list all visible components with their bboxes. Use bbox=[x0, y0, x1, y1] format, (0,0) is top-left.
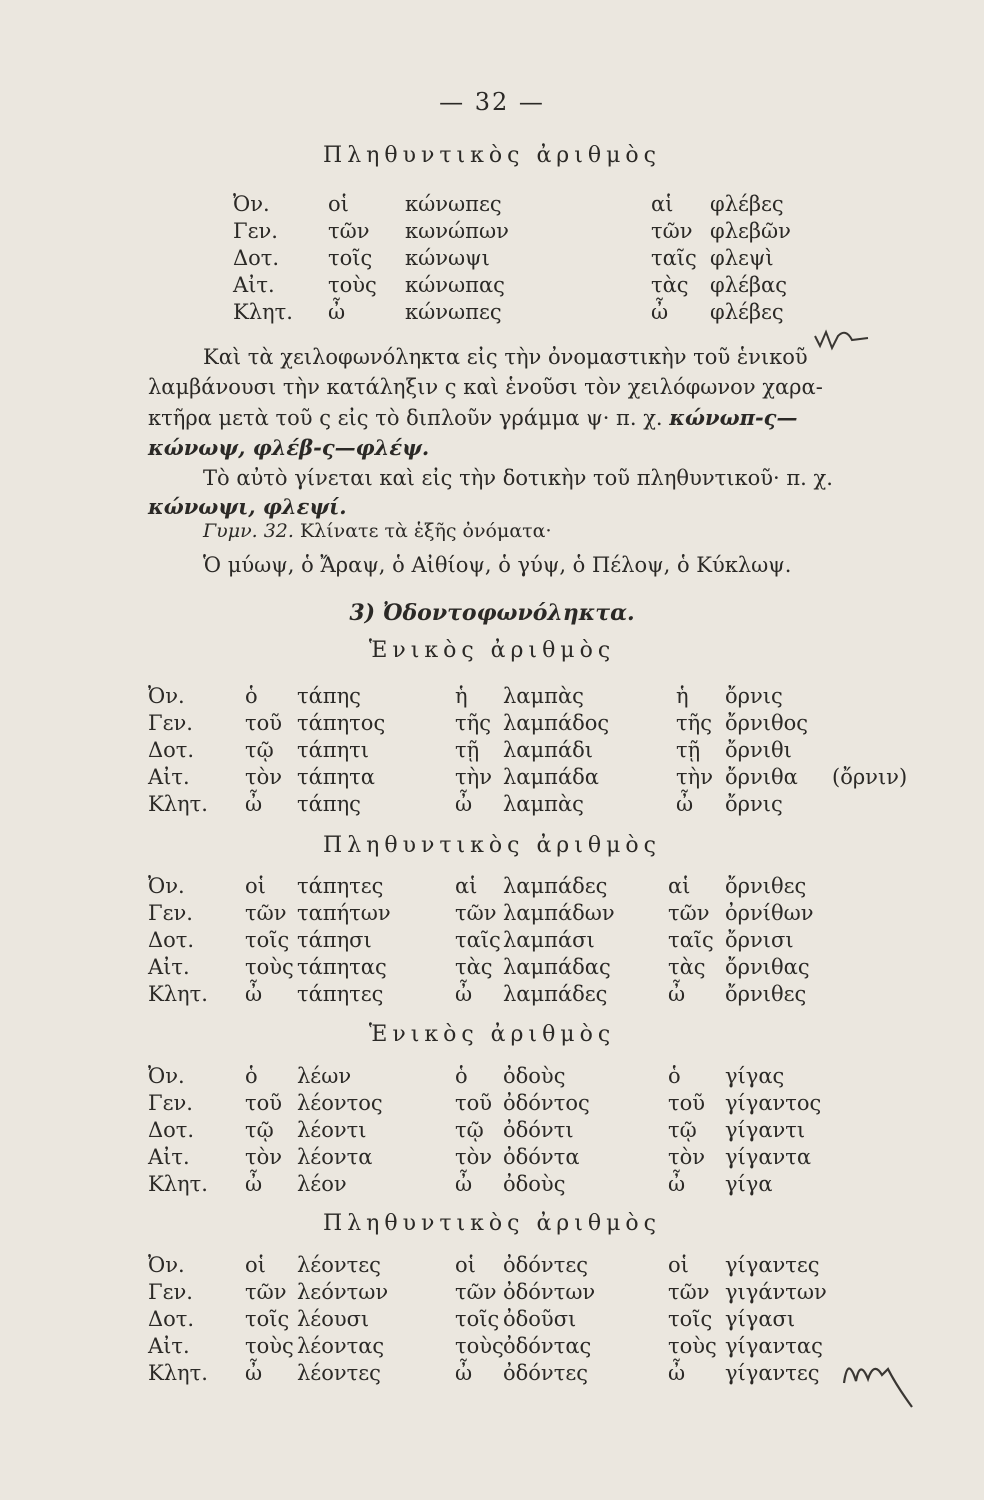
sec4-singular-cell: γίγας bbox=[725, 1064, 785, 1088]
sec3-plural-cell: Αἰτ. bbox=[148, 955, 190, 979]
sec1-cell: κώνωπας bbox=[405, 273, 505, 297]
sec3-singular-cell: Αἰτ. bbox=[148, 765, 190, 789]
sec3-singular-row bbox=[0, 711, 984, 739]
sec3-singular-cell: ὄρνιθος bbox=[725, 711, 809, 735]
sec1-cell: τὰς bbox=[651, 273, 689, 297]
sec3-singular-cell: ὦ bbox=[455, 792, 473, 816]
sec3-singular-cell: λαμπὰς bbox=[503, 792, 584, 816]
exercise-instruction: Κλίνατε τὰ ἑξῆς ὀνόματα· bbox=[299, 520, 552, 542]
sec1-cell: φλέβες bbox=[710, 300, 784, 324]
sec4-plural-cell: Αἰτ. bbox=[148, 1334, 190, 1358]
sec4-plural-cell: οἱ bbox=[455, 1253, 476, 1277]
sec1-row bbox=[0, 273, 984, 301]
sec4-singular-cell: τῷ bbox=[455, 1118, 484, 1142]
sec3-plural-row bbox=[0, 901, 984, 929]
sec4-singular-cell: Κλητ. bbox=[148, 1172, 208, 1196]
sec1-cell: τῶν bbox=[651, 219, 693, 243]
sec3-singular-cell: τάπητι bbox=[297, 738, 370, 762]
sec4-singular-cell: λέων bbox=[297, 1064, 352, 1088]
sec3-plural-cell: λαμπάδες bbox=[503, 874, 608, 898]
sec4-singular-cell: λέοντα bbox=[297, 1145, 373, 1169]
sec3-singular-row bbox=[0, 792, 984, 820]
sec3-plural-cell: τὰς bbox=[455, 955, 493, 979]
sec4-singular-cell: ὀδόντι bbox=[503, 1118, 574, 1142]
sec4-plural-cell: τῶν bbox=[455, 1280, 497, 1304]
sec4-singular-cell: Ὀν. bbox=[148, 1064, 185, 1088]
sec3-plural-cell: αἱ bbox=[668, 874, 691, 898]
sec1-cell: φλεβῶν bbox=[710, 219, 791, 243]
sec4-singular-cell: Δοτ. bbox=[148, 1118, 195, 1142]
sec4-singular-cell: λέοντι bbox=[297, 1118, 367, 1142]
sec3-plural-cell: ταπήτων bbox=[297, 901, 391, 925]
page-number: — 32 — bbox=[439, 88, 545, 116]
sec4-plural-cell: τοῖς bbox=[455, 1307, 500, 1331]
sec4-plural-cell: ὀδόντων bbox=[503, 1280, 596, 1304]
sec1-cell: Κλητ. bbox=[233, 300, 293, 324]
sec3-singular-cell: τὴν bbox=[676, 765, 713, 789]
sec3-singular-cell: τὴν bbox=[455, 765, 492, 789]
sec3-plural-cell: τοὺς bbox=[245, 955, 294, 979]
rule-text-line-3 bbox=[148, 405, 797, 430]
sec3-plural-cell: ταῖς bbox=[455, 928, 501, 952]
sec4-plural-cell: τοῖς bbox=[668, 1307, 713, 1331]
sec4-plural-cell: γίγαντας bbox=[725, 1334, 823, 1358]
example-konop-s: κώνωπ-ς— bbox=[669, 405, 798, 430]
sec3-plural-cell: λαμπάδας bbox=[503, 955, 611, 979]
sec4-singular-cell: ὦ bbox=[245, 1172, 263, 1196]
sec1-cell: αἱ bbox=[651, 192, 674, 216]
sec3-singular-cell: λαμπάδι bbox=[503, 738, 593, 762]
sec3-plural-cell: ὀρνίθων bbox=[725, 901, 814, 925]
sec4-plural-cell: οἱ bbox=[245, 1253, 266, 1277]
dative-rule-line-1: Τὸ αὐτὸ γίνεται καὶ εἰς τὴν δοτικὴν τοῦ πληθυντικοῦ· π. χ. bbox=[203, 466, 833, 490]
sec4-plural-cell: ὦ bbox=[668, 1361, 686, 1385]
sec4-singular-cell: τὸν bbox=[245, 1145, 283, 1169]
sec3-singular-cell: Κλητ. bbox=[148, 792, 208, 816]
handwritten-mark-1 bbox=[812, 322, 872, 352]
singular-heading-1: Ἑνικὸς ἀριθμὸς bbox=[368, 638, 616, 663]
sec4-singular-cell: γίγαντος bbox=[725, 1091, 822, 1115]
sec3-singular-cell: λαμπάδος bbox=[503, 711, 610, 735]
sec4-singular-cell: Γεν. bbox=[148, 1091, 193, 1115]
sec4-singular-cell: ὁ bbox=[245, 1064, 258, 1088]
sec4-singular-cell: ὁ bbox=[455, 1064, 468, 1088]
sec3-plural-cell: τάπητας bbox=[297, 955, 387, 979]
sec3-plural-cell: αἱ bbox=[455, 874, 478, 898]
sec3-plural-cell: τοῖς bbox=[245, 928, 290, 952]
sec4-plural-cell: ὀδόντας bbox=[503, 1334, 592, 1358]
plural-heading: Πληθυντικὸς ἀριθμὸς bbox=[323, 143, 661, 168]
sec3-plural-cell: τάπητες bbox=[297, 982, 384, 1006]
sec4-plural-cell: λέοντες bbox=[297, 1361, 381, 1385]
sec3-singular-cell: Ὀν. bbox=[148, 684, 185, 708]
sec4-plural-row bbox=[0, 1334, 984, 1362]
sec4-singular-cell: τὸν bbox=[455, 1145, 493, 1169]
sec3-singular-cell: τῆς bbox=[676, 711, 712, 735]
sec3-plural-cell: ὦ bbox=[668, 982, 686, 1006]
sec4-plural-cell: τοὺς bbox=[455, 1334, 504, 1358]
sec1-cell: κώνωπες bbox=[405, 192, 502, 216]
sec4-plural-cell: τοὺς bbox=[245, 1334, 294, 1358]
sec3-plural-cell: Ὀν. bbox=[148, 874, 185, 898]
sec3-singular-cell: ὄρνις bbox=[725, 792, 783, 816]
sec4-plural-cell: Κλητ. bbox=[148, 1361, 208, 1385]
sec3-singular-cell: τάπης bbox=[297, 684, 361, 708]
sec3-singular-cell: ὁ bbox=[245, 684, 258, 708]
sec1-cell: τοὺς bbox=[328, 273, 377, 297]
sec4-plural-cell: οἱ bbox=[668, 1253, 689, 1277]
sec4-plural-cell: λέοντας bbox=[297, 1334, 385, 1358]
sec3-singular-cell: τάπης bbox=[297, 792, 361, 816]
plural-heading-1: Πληθυντικὸς ἀριθμὸς bbox=[323, 833, 661, 858]
plural-heading-2: Πληθυντικὸς ἀριθμὸς bbox=[323, 1211, 661, 1236]
sec4-singular-cell: γίγα bbox=[725, 1172, 773, 1196]
sec4-plural-cell: ὦ bbox=[245, 1361, 263, 1385]
sec3-singular-cell: τάπητα bbox=[297, 765, 375, 789]
sec1-cell: φλέβες bbox=[710, 192, 784, 216]
sec4-singular-cell: ὁ bbox=[668, 1064, 681, 1088]
sec4-singular-cell: Αἰτ. bbox=[148, 1145, 190, 1169]
sec3-plural-cell: Κλητ. bbox=[148, 982, 208, 1006]
sec4-plural-cell: ὦ bbox=[455, 1361, 473, 1385]
sec3-singular-row bbox=[0, 738, 984, 766]
sec4-singular-cell: ὀδοὺς bbox=[503, 1172, 566, 1196]
sec3-plural-cell: τάπησι bbox=[297, 928, 372, 952]
sec3-singular-cell: λαμπὰς bbox=[503, 684, 584, 708]
sec3-singular-cell: τῷ bbox=[245, 738, 274, 762]
sec1-cell: ὦ bbox=[328, 300, 346, 324]
sec4-plural-row bbox=[0, 1307, 984, 1335]
handwritten-mark-2 bbox=[838, 1345, 918, 1415]
sec3-singular-cell: τῆς bbox=[455, 711, 491, 735]
rule-text-line-1: Καὶ τὰ χειλοφωνόληκτα εἰς τὴν ὀνομαστικὴν τοῦ ἑνικοῦ bbox=[203, 345, 808, 369]
sec3-singular-cell: ὄρνις bbox=[725, 684, 783, 708]
sec4-plural-cell: ὀδόντες bbox=[503, 1253, 588, 1277]
rule-text-line-2: λαμβάνουσι τὴν κατάληξιν ς καὶ ἑνοῦσι τὸν χειλόφωνον χαρα- bbox=[148, 375, 823, 399]
sec3-singular-cell: ὦ bbox=[245, 792, 263, 816]
sec4-singular-cell: λέον bbox=[297, 1172, 347, 1196]
sec4-singular-cell: τὸν bbox=[668, 1145, 706, 1169]
dative-example: κώνωψι, φλεψί. bbox=[148, 494, 347, 519]
sec3-plural-cell: ὦ bbox=[455, 982, 473, 1006]
sec4-singular-cell: τῷ bbox=[668, 1118, 697, 1142]
sec3-plural-cell: λαμπάσι bbox=[503, 928, 595, 952]
sec4-singular-row bbox=[0, 1145, 984, 1173]
sec4-plural-cell: λέοντες bbox=[297, 1253, 381, 1277]
sec3-plural-cell: τὰς bbox=[668, 955, 706, 979]
sec4-singular-cell: ὀδόντος bbox=[503, 1091, 590, 1115]
sec1-cell: τοῖς bbox=[328, 246, 373, 270]
sec4-plural-cell: ὀδοῦσι bbox=[503, 1307, 577, 1331]
exercise-label: Γυμν. 32. bbox=[203, 520, 294, 542]
sec4-singular-row bbox=[0, 1172, 984, 1200]
sec4-plural-cell: γίγαντες bbox=[725, 1253, 820, 1277]
sec4-plural-cell: Δοτ. bbox=[148, 1307, 195, 1331]
sec1-cell: Γεν. bbox=[233, 219, 278, 243]
sec4-singular-row bbox=[0, 1118, 984, 1146]
sec4-plural-cell: λέουσι bbox=[297, 1307, 370, 1331]
sec1-row bbox=[0, 219, 984, 247]
sec3-plural-cell: ταῖς bbox=[668, 928, 714, 952]
sec3-singular-cell: τάπητος bbox=[297, 711, 386, 735]
sec3-singular-cell: ἡ bbox=[455, 684, 468, 708]
sec4-plural-cell: τῶν bbox=[245, 1280, 287, 1304]
sec3-singular-cell: ὄρνιθι bbox=[725, 738, 792, 762]
sec1-cell: Ὀν. bbox=[233, 192, 270, 216]
sec3-plural-cell: λαμπάδων bbox=[503, 901, 615, 925]
sec4-plural-cell: τῶν bbox=[668, 1280, 710, 1304]
sec3-plural-cell: τῶν bbox=[455, 901, 497, 925]
sec3-plural-cell: τάπητες bbox=[297, 874, 384, 898]
section-title-odontophonolekta: 3) Ὀδοντοφωνόληκτα. bbox=[349, 600, 635, 626]
sec4-singular-cell: γίγαντα bbox=[725, 1145, 812, 1169]
sec4-plural-row bbox=[0, 1253, 984, 1281]
sec3-singular-cell: ὄρνιθα bbox=[725, 765, 798, 789]
sec1-cell: ὦ bbox=[651, 300, 669, 324]
sec4-singular-cell: ὦ bbox=[455, 1172, 473, 1196]
sec4-singular-cell: ὀδόντα bbox=[503, 1145, 580, 1169]
sec3-singular-cell: τῇ bbox=[455, 738, 480, 762]
sec3-singular-cell: τοῦ bbox=[245, 711, 283, 735]
sec4-plural-cell: Ὀν. bbox=[148, 1253, 185, 1277]
sec1-cell: κώνωπες bbox=[405, 300, 502, 324]
sec1-cell: οἱ bbox=[328, 192, 349, 216]
sec3-plural-cell: ὄρνιθας bbox=[725, 955, 810, 979]
sec3-plural-cell: ὦ bbox=[245, 982, 263, 1006]
sec3-singular-cell: τῇ bbox=[676, 738, 701, 762]
sec3-plural-cell: Δοτ. bbox=[148, 928, 195, 952]
sec3-plural-cell: Γεν. bbox=[148, 901, 193, 925]
sec4-singular-cell: λέοντος bbox=[297, 1091, 383, 1115]
sec3-plural-cell: τῶν bbox=[668, 901, 710, 925]
sec3-plural-cell: ὄρνισι bbox=[725, 928, 794, 952]
sec4-plural-cell: γίγασι bbox=[725, 1307, 796, 1331]
sec3-singular-cell: (ὄρνιν) bbox=[832, 765, 908, 789]
sec4-singular-cell: τοῦ bbox=[245, 1091, 283, 1115]
sec4-singular-cell: ὦ bbox=[668, 1172, 686, 1196]
sec3-plural-row bbox=[0, 982, 984, 1010]
sec3-plural-cell: οἱ bbox=[245, 874, 266, 898]
sec4-plural-cell: λεόντων bbox=[297, 1280, 389, 1304]
sec3-plural-row bbox=[0, 955, 984, 983]
sec4-singular-cell: τῷ bbox=[245, 1118, 274, 1142]
sec3-singular-cell: τὸν bbox=[245, 765, 283, 789]
sec1-cell: κώνωψι bbox=[405, 246, 490, 270]
sec1-cell: Δοτ. bbox=[233, 246, 280, 270]
exercise-line bbox=[203, 520, 552, 542]
sec3-singular-row bbox=[0, 765, 984, 793]
sec3-plural-row bbox=[0, 928, 984, 956]
sec4-plural-cell: τοὺς bbox=[668, 1334, 717, 1358]
sec3-singular-row bbox=[0, 684, 984, 712]
sec4-plural-cell: ὀδόντες bbox=[503, 1361, 588, 1385]
sec4-plural-row bbox=[0, 1361, 984, 1389]
exercise-words: Ὁ μύωψ, ὁ Ἄραψ, ὁ Αἰθίοψ, ὁ γύψ, ὁ Πέλοψ, ὁ Κύκλωψ. bbox=[203, 553, 792, 577]
sec4-singular-cell: γίγαντι bbox=[725, 1118, 806, 1142]
sec4-singular-row bbox=[0, 1064, 984, 1092]
singular-heading-2: Ἑνικὸς ἀριθμὸς bbox=[368, 1022, 616, 1047]
sec3-plural-row bbox=[0, 874, 984, 902]
sec1-cell: φλεψὶ bbox=[710, 246, 774, 270]
sec4-singular-cell: τοῦ bbox=[455, 1091, 493, 1115]
sec4-plural-cell: Γεν. bbox=[148, 1280, 193, 1304]
sec3-plural-cell: ὄρνιθες bbox=[725, 982, 807, 1006]
sec3-plural-cell: ὄρνιθες bbox=[725, 874, 807, 898]
sec3-singular-cell: ὦ bbox=[676, 792, 694, 816]
sec1-cell: φλέβας bbox=[710, 273, 787, 297]
sec1-row bbox=[0, 192, 984, 220]
sec3-singular-cell: ἡ bbox=[676, 684, 689, 708]
sec4-singular-cell: ὀδοὺς bbox=[503, 1064, 566, 1088]
sec4-plural-row bbox=[0, 1280, 984, 1308]
rule-text-line-3-a: κτῆρα μετὰ τοῦ ς εἰς τὸ διπλοῦν γράμμα ψ· π. χ. bbox=[148, 406, 663, 430]
sec1-cell: τῶν bbox=[328, 219, 370, 243]
sec4-singular-cell: τοῦ bbox=[668, 1091, 706, 1115]
sec3-plural-cell: λαμπάδες bbox=[503, 982, 608, 1006]
sec3-singular-cell: λαμπάδα bbox=[503, 765, 599, 789]
sec1-row bbox=[0, 246, 984, 274]
example-konops-fleps: κώνωψ, φλέβ-ς—φλέψ. bbox=[148, 435, 430, 460]
sec4-singular-row bbox=[0, 1091, 984, 1119]
sec3-singular-cell: Δοτ. bbox=[148, 738, 195, 762]
sec3-singular-cell: Γεν. bbox=[148, 711, 193, 735]
sec4-plural-cell: γιγάντων bbox=[725, 1280, 827, 1304]
sec3-plural-cell: τῶν bbox=[245, 901, 287, 925]
sec4-plural-cell: γίγαντες bbox=[725, 1361, 820, 1385]
sec4-plural-cell: τοῖς bbox=[245, 1307, 290, 1331]
sec1-cell: ταῖς bbox=[651, 246, 697, 270]
sec1-cell: κωνώπων bbox=[405, 219, 509, 243]
sec1-cell: Αἰτ. bbox=[233, 273, 275, 297]
